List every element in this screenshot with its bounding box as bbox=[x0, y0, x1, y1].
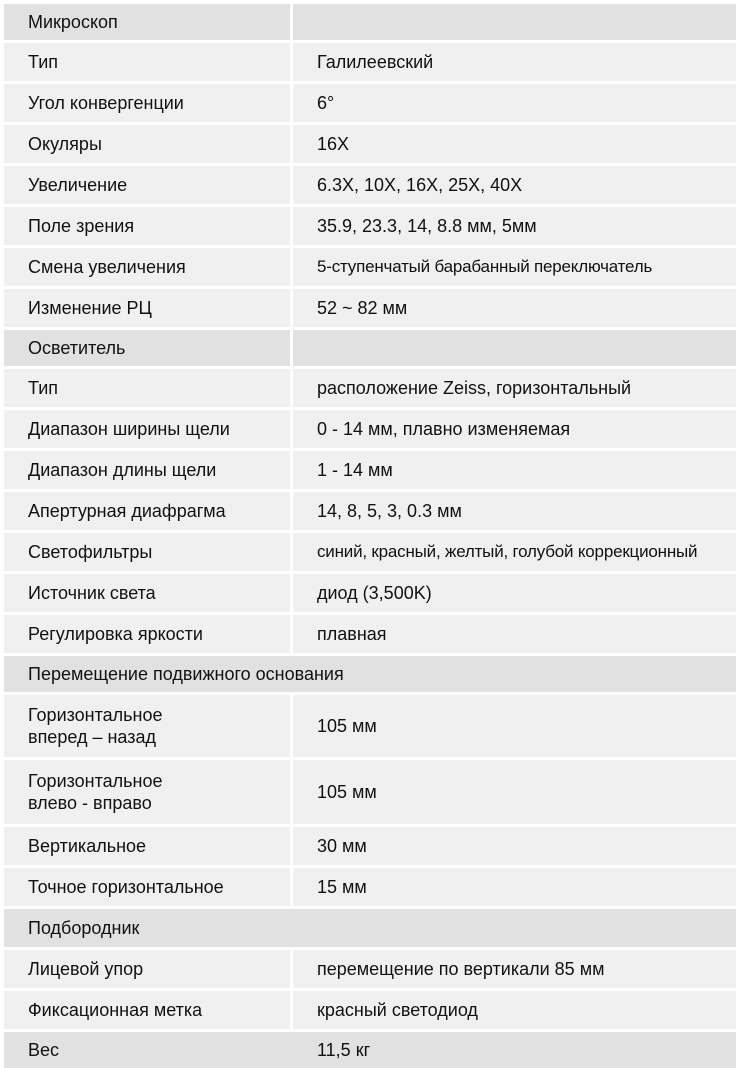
section-title: Микроскоп bbox=[4, 4, 290, 40]
table-row bbox=[4, 43, 736, 81]
spec-value: 52 ~ 82 мм bbox=[293, 289, 736, 327]
section-header-base-movement bbox=[4, 656, 736, 692]
table-row bbox=[4, 248, 736, 286]
section-blank bbox=[293, 330, 736, 366]
weight-row bbox=[4, 1032, 736, 1068]
weight-label: Вес bbox=[4, 1032, 293, 1068]
table-row bbox=[4, 868, 736, 906]
spec-label-line2: вперед – назад bbox=[28, 727, 156, 747]
table-row bbox=[4, 950, 736, 988]
spec-label: Вертикальное bbox=[4, 827, 290, 865]
spec-label bbox=[4, 695, 290, 757]
spec-value: красный светодиод bbox=[293, 991, 736, 1029]
spec-label: Угол конвергенции bbox=[4, 84, 290, 122]
table-row bbox=[4, 991, 736, 1029]
spec-label-line1: Горизонтальное bbox=[28, 771, 163, 791]
table-row bbox=[4, 827, 736, 865]
spec-table bbox=[4, 4, 736, 1068]
section-title: Осветитель bbox=[4, 330, 290, 366]
spec-value: диод (3,500K) bbox=[293, 574, 736, 612]
spec-value: 0 - 14 мм, плавно изменяемая bbox=[293, 410, 736, 448]
spec-label: Изменение РЦ bbox=[4, 289, 290, 327]
section-blank bbox=[293, 4, 736, 40]
section-header-microscope bbox=[4, 4, 736, 40]
spec-value: перемещение по вертикали 85 мм bbox=[293, 950, 736, 988]
spec-value: 5-ступенчатый барабанный переключатель bbox=[293, 248, 736, 286]
spec-label: Апертурная диафрагма bbox=[4, 492, 290, 530]
spec-label: Источник света bbox=[4, 574, 290, 612]
spec-label: Поле зрения bbox=[4, 207, 290, 245]
table-row bbox=[4, 695, 736, 757]
section-title: Подбородник bbox=[4, 909, 736, 947]
table-row bbox=[4, 369, 736, 407]
spec-label: Лицевой упор bbox=[4, 950, 290, 988]
section-header-chinrest bbox=[4, 909, 736, 947]
spec-label: Светофильтры bbox=[4, 533, 290, 571]
spec-value: Галилеевский bbox=[293, 43, 736, 81]
spec-value: 14, 8, 5, 3, 0.3 мм bbox=[293, 492, 736, 530]
table-row bbox=[4, 760, 736, 824]
spec-value: 6.3X, 10X, 16X, 25X, 40X bbox=[293, 166, 736, 204]
spec-value: 15 мм bbox=[293, 868, 736, 906]
table-row bbox=[4, 125, 736, 163]
spec-value: 30 мм bbox=[293, 827, 736, 865]
spec-label: Регулировка яркости bbox=[4, 615, 290, 653]
table-row bbox=[4, 207, 736, 245]
spec-label: Диапазон длины щели bbox=[4, 451, 290, 489]
table-row bbox=[4, 574, 736, 612]
section-header-illuminator bbox=[4, 330, 736, 366]
spec-value: расположение Zeiss, горизонтальный bbox=[293, 369, 736, 407]
spec-value: 105 мм bbox=[293, 695, 736, 757]
table-row bbox=[4, 492, 736, 530]
spec-value: 16X bbox=[293, 125, 736, 163]
spec-value: 35.9, 23.3, 14, 8.8 мм, 5мм bbox=[293, 207, 736, 245]
spec-label: Точное горизонтальное bbox=[4, 868, 290, 906]
spec-value: плавная bbox=[293, 615, 736, 653]
spec-label: Окуляры bbox=[4, 125, 290, 163]
spec-value: 105 мм bbox=[293, 760, 736, 824]
spec-label: Фиксационная метка bbox=[4, 991, 290, 1029]
table-row bbox=[4, 533, 736, 571]
table-row bbox=[4, 84, 736, 122]
spec-value: синий, красный, желтый, голубой коррекционный bbox=[293, 533, 736, 571]
table-row bbox=[4, 410, 736, 448]
spec-label: Тип bbox=[4, 369, 290, 407]
spec-label bbox=[4, 760, 290, 824]
spec-value: 1 - 14 мм bbox=[293, 451, 736, 489]
spec-label: Увеличение bbox=[4, 166, 290, 204]
spec-label: Смена увеличения bbox=[4, 248, 290, 286]
section-title: Перемещение подвижного основания bbox=[4, 656, 736, 692]
table-row bbox=[4, 166, 736, 204]
spec-label: Тип bbox=[4, 43, 290, 81]
table-row bbox=[4, 615, 736, 653]
spec-label-line2: влево - вправо bbox=[28, 793, 152, 813]
spec-label: Диапазон ширины щели bbox=[4, 410, 290, 448]
weight-value: 11,5 кг bbox=[293, 1032, 736, 1068]
table-row bbox=[4, 451, 736, 489]
spec-label-line1: Горизонтальное bbox=[28, 705, 163, 725]
spec-value: 6° bbox=[293, 84, 736, 122]
table-row bbox=[4, 289, 736, 327]
